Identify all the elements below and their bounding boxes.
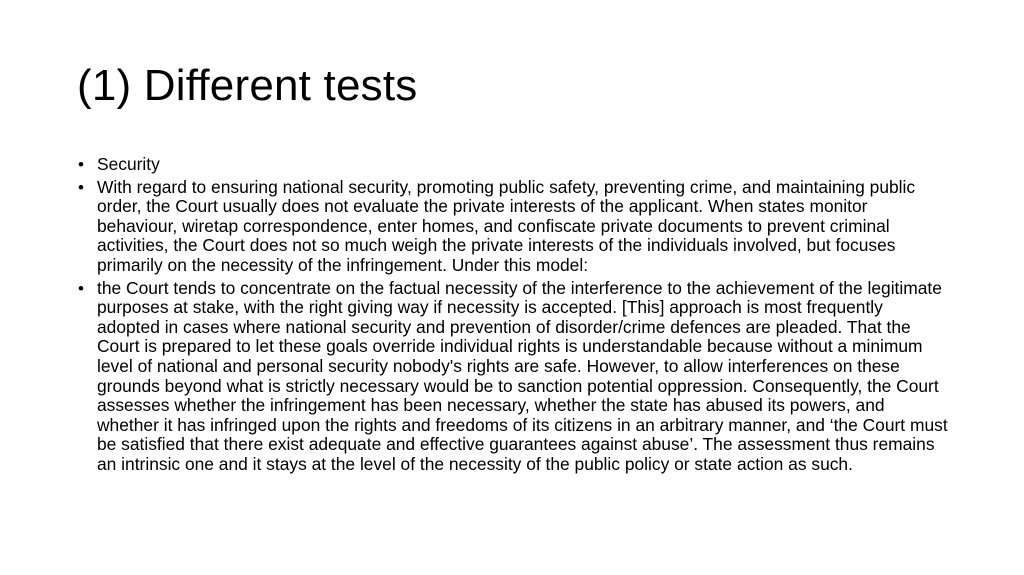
bullet-dot-icon: •	[78, 177, 84, 197]
bullet-dot-icon: •	[78, 155, 84, 174]
bullet-list	[77, 155, 949, 478]
bullet-item-court-necessity	[77, 279, 949, 475]
bullet-text: the Court tends to concentrate on the factual necessity of the interference to the achievement of the legitimate purposes at stake, with the right giving way if necessity is accepted. [This] approach is most frequently adopted in cases where national security and prevention of disorder/crime defences are pleaded. That the Court is prepared to let these goals override individual rights is understandable because without a minimum level of national and personal security nobody's rights are safe. However, to allow interferences on these grounds beyond what is strictly necessary would be to sanction potential oppression. Consequently, the Court assesses whether the infringement has been necessary, whether the state has abused its powers, and whether it has infringed upon the rights and freedoms of its citizens in an arbitrary manner, and ‘the Court must be satisfied that there exist adequate and effective guarantees against abuse’. The assessment thus remains an intrinsic one and it stays at the level of the necessity of the public policy or state action as such.	[97, 277, 948, 474]
bullet-text: Security	[97, 154, 160, 174]
bullet-item-security	[77, 155, 949, 175]
bullet-dot-icon: •	[78, 278, 84, 298]
bullet-item-national-security	[77, 178, 949, 276]
slide-title: (1) Different tests	[77, 61, 418, 110]
bullet-text: With regard to ensuring national security, promoting public safety, preventing crime, and maintaining public order, the Court usually does not evaluate the private interests of the applicant. When states monitor behaviour, wiretap correspondence, enter homes, and confiscate private documents to prevent criminal activities, the Court does not so much weigh the private interests of the individuals involved, but focuses primarily on the necessity of the infringement. Under this model:	[97, 176, 916, 275]
